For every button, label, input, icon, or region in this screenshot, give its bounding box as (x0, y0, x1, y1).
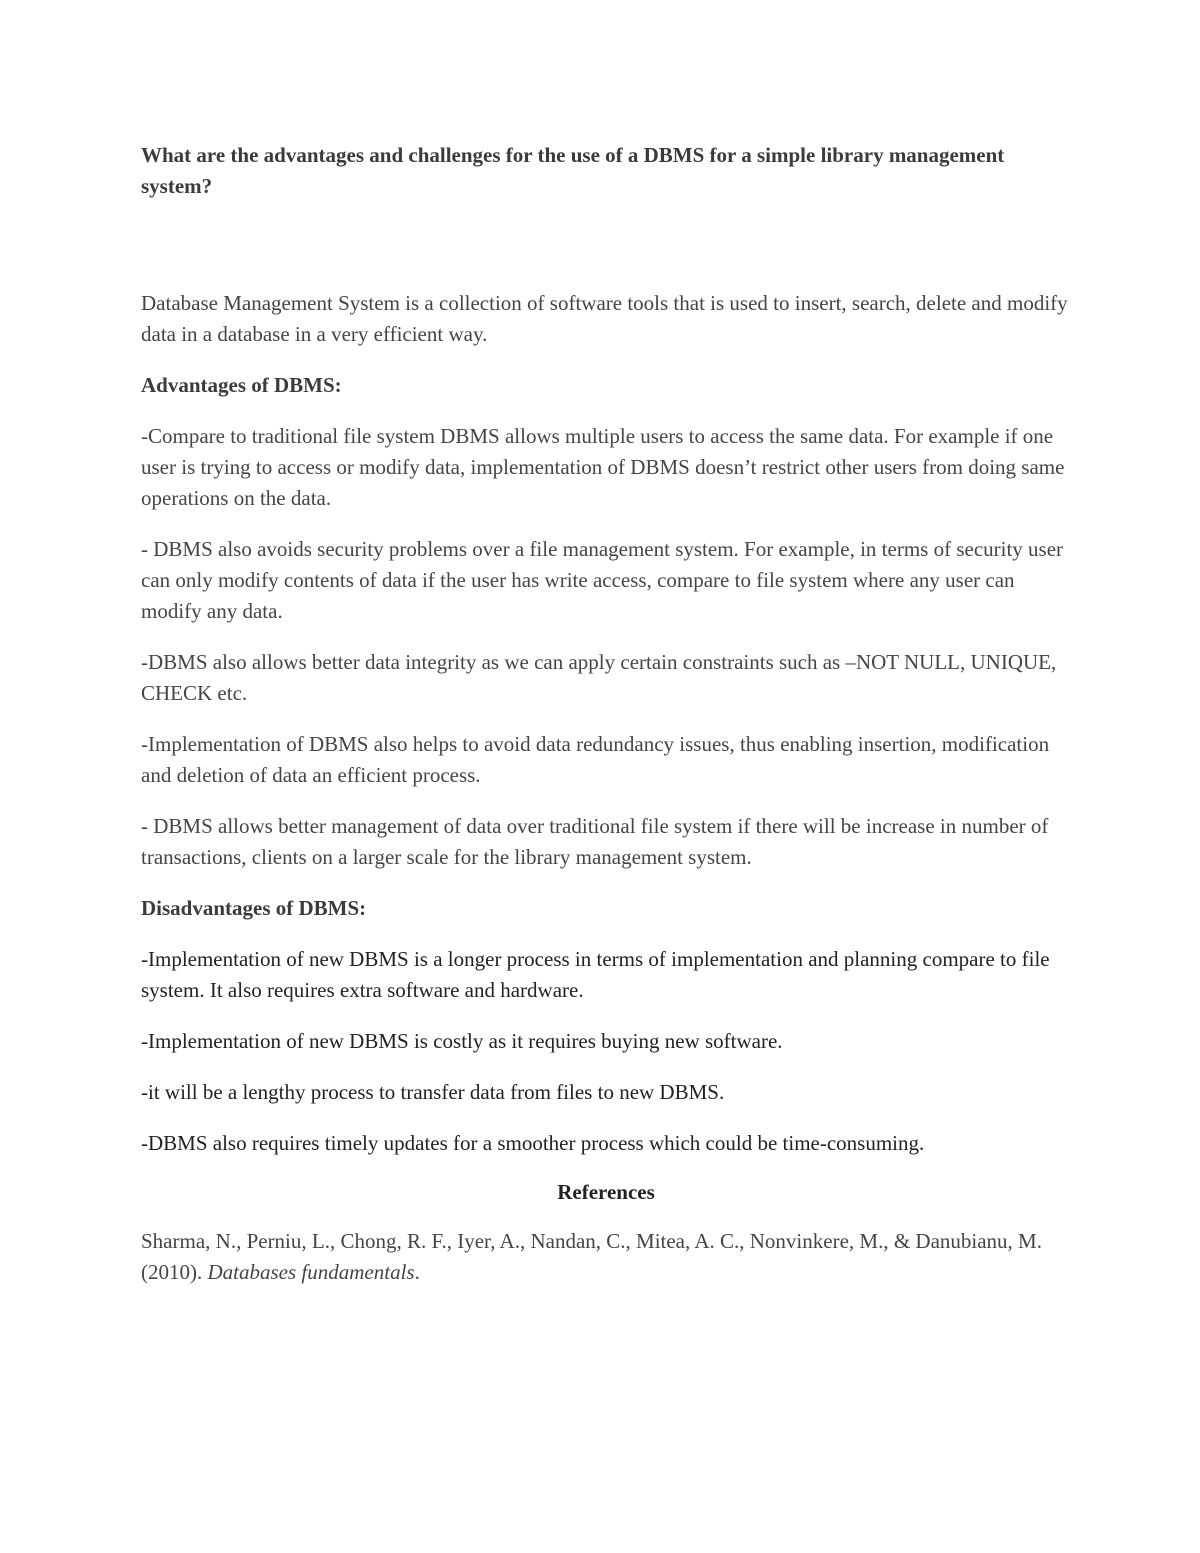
references-heading: References (557, 1180, 655, 1204)
advantages-heading: Advantages of DBMS: (141, 373, 342, 397)
disadvantages-heading: Disadvantages of DBMS: (141, 896, 367, 920)
document-page (141, 140, 1071, 1288)
disadvantage-item: -it will be a lengthy process to transfer data from files to new DBMS. (141, 1080, 725, 1104)
advantage-item: -Implementation of DBMS also helps to avoid data redundancy issues, thus enabling insertion, modification and deletion of data an efficient process. (141, 732, 1050, 787)
question-heading: What are the advantages and challenges for the use of a DBMS for a simple library management system? (141, 143, 1005, 198)
disadvantage-item: -Implementation of new DBMS is costly as it requires buying new software. (141, 1029, 783, 1053)
advantage-item: -Compare to traditional file system DBMS allows multiple users to access the same data. For example if one user is trying to access or modify data, implementation of DBMS doesn’t restrict other users from doing same operations on the data. (141, 424, 1065, 510)
disadvantage-item: -DBMS also requires timely updates for a smoother process which could be time-consuming. (141, 1131, 925, 1155)
advantage-item: -DBMS also allows better data integrity as we can apply certain constraints such as –NOT NULL, UNIQUE, CHECK etc. (141, 650, 1057, 705)
citation-title: Databases fundamentals (207, 1260, 415, 1284)
citation-authors: Sharma, N., Perniu, L., Chong, R. F., Iyer, A., Nandan, C., Mitea, A. C., Nonvinkere, M., & Danubianu, M. (2010). (141, 1229, 1042, 1284)
intro-paragraph: Database Management System is a collection of software tools that is used to insert, search, delete and modify data in a database in a very efficient way. (141, 291, 1068, 346)
advantage-item: - DBMS allows better management of data over traditional file system if there will be increase in number of transactions, clients on a larger scale for the library management system. (141, 814, 1049, 869)
disadvantage-item: -Implementation of new DBMS is a longer process in terms of implementation and planning compare to file system. It also requires extra software and hardware. (141, 947, 1050, 1002)
citation-end: . (414, 1260, 420, 1284)
advantage-item: - DBMS also avoids security problems over a file management system. For example, in terms of security user can only modify contents of data if the user has write access, compare to file system where any user can modify any data. (141, 537, 1064, 623)
reference-citation (141, 1226, 1071, 1288)
